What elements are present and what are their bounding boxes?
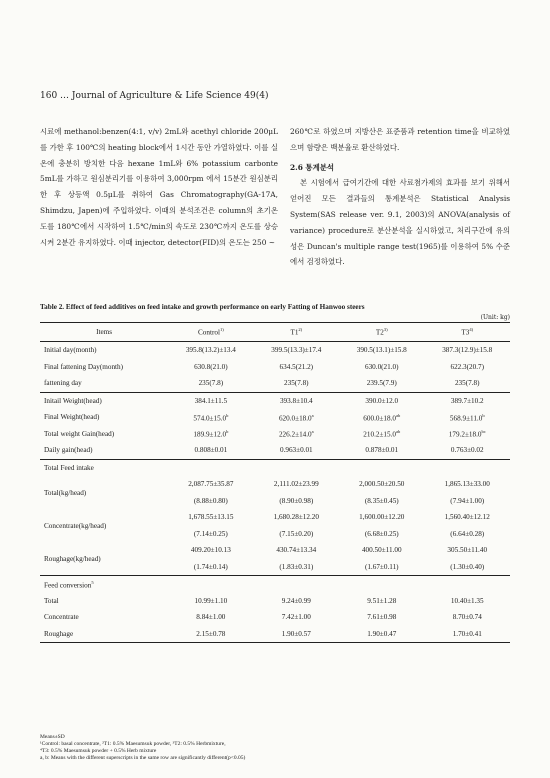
table-cell: 390.0±12.0 <box>339 392 424 409</box>
table-cell: (1.30±0.40) <box>450 562 485 571</box>
table-cell: (7.15±0.20) <box>279 529 314 538</box>
table-unit: (Unit: kg) <box>480 314 510 321</box>
table-cell: 0.763±0.02 <box>450 446 484 455</box>
table-header-cell: T2$^{3)}$ <box>339 323 424 342</box>
table-cell: 1,678.55±13.15 <box>188 513 234 522</box>
superscript: b <box>226 412 229 418</box>
table-cell: 1.70±0.41 <box>424 626 510 643</box>
table-cell: 395.8(13.2)±13.4 <box>185 346 236 355</box>
table-row <box>40 442 510 459</box>
row-label: Concentrate <box>44 613 79 622</box>
table-note: ⁴T3: 0.5% Maesumsuk powder + 0.5% Herb mixture <box>40 748 157 754</box>
table-cell <box>168 459 253 476</box>
table-cell: 620.0±18.0$^a$ <box>278 412 314 422</box>
table-cell: (6.68±0.25) <box>364 529 399 538</box>
table-header-cell: Items <box>40 323 168 342</box>
row-label: Final Weight(head) <box>44 413 100 422</box>
table-cell: 189.9±12.0$^b$ <box>193 429 229 439</box>
table-cell: 1.90±0.57 <box>254 626 339 643</box>
table-cell: 399.5(13.3)±17.4 <box>271 346 322 355</box>
body-paragraph: 본 시험에서 급여기간에 대한 사료첨가제의 효과를 보기 위해서 얻어진 모든 결과들의 통계분석은 Statistical Analysis System(SAS release ver. 9.1, 2003)의 ANOVA(analysis of variance) procedure로 분산분석을 실시하였고, 처리구간에 유의성은 Duncan's multiple range test(1965)를 이용하여 5% 수준에서 검정하였다. <box>290 178 510 267</box>
table-cell: (8.88±0.80) <box>193 496 228 505</box>
table-cell: 226.2±14.0$^a$ <box>278 429 314 439</box>
table-cell: 387.3(12.9)±15.8 <box>442 346 493 355</box>
body-paragraph: 260℃로 하였으며 지방산은 표준품과 retention time을 비교하였으며 함량은 백분율로 환산하였다. <box>290 127 510 152</box>
table-cell: 0.878±0.01 <box>365 446 399 455</box>
table-row <box>40 476 510 493</box>
table-cell: 568.9±11.0$^b$ <box>449 412 485 422</box>
table-cell <box>339 459 424 476</box>
table-cell: (1.67±0.11) <box>364 562 399 571</box>
superscript: ab <box>395 412 401 418</box>
table-cell: 8.84±1.00 <box>196 613 226 622</box>
table-cell: (7.14±0.25) <box>193 529 228 538</box>
table-cell: (8.35±0.45) <box>364 496 399 505</box>
table-cell: 305.50±11.40 <box>447 546 488 555</box>
table-cell: 10.99±1.10 <box>194 596 228 605</box>
table-cell: 634.5(21.2) <box>279 362 314 371</box>
table-cell: (8.90±0.98) <box>279 496 314 505</box>
row-label: Total Feed intake <box>40 459 168 476</box>
superscript: bc <box>481 429 486 435</box>
table-cell: 2,000.50±20.50 <box>359 480 405 489</box>
table-cell: 210.2±15.0$^{ab}$ <box>363 429 401 439</box>
table-row <box>40 593 510 610</box>
table-row <box>40 426 510 443</box>
table-header-cell: Control$^{1)}$ <box>168 323 253 342</box>
table-caption: Table 2. Effect of feed additives on feed intake and growth performance on early Fatting of Hanwoo steers <box>40 303 365 311</box>
table-row <box>40 342 510 359</box>
row-label: Final fattening Day(month) <box>44 362 124 371</box>
superscript: 4) <box>469 327 474 333</box>
table-cell: 1,560.40±12.12 <box>444 513 490 522</box>
body-paragraph: 시료에 methanol:benzen(4:1, v/v) 2mL와 acethyl chloride 200μL를 가한 후 100℃의 heating block에서 1시간 동안 가열하였다. 이를 실온에 충분히 방치한 다음 hexane 1mL와 6% potassium carbonte 5mL를 가하고 원심분리기를 이용하여 3,000rpm 에서 15분간 원심분리한 후 상등액 0.5μL를 취하여 Gas Chromatography(GA-17A, Shimdzu, Japen)에 주입하였다. 이때의 분석조건은 column의 초기온도를 180℃에서 시작하여 1.5℃/min의 속도로 230℃까지 온도를 상승시켜 2분간 유지하였다. 이때 injector, detector(FID)의 온도는 250 ~ <box>40 127 278 247</box>
table-cell: 179.2±18.0$^{bc}$ <box>448 429 486 439</box>
table-row <box>40 359 510 376</box>
table-note: a, b: Means with the different superscripts in the same row are significantly different(p<0.05) <box>40 755 246 761</box>
table-cell: 235(7.8) <box>454 379 480 388</box>
table-cell: 622.3(20.7) <box>450 362 485 371</box>
table-cell: 600.0±18.0$^{ab}$ <box>363 412 401 422</box>
table-cell: 2,087.75±35.87 <box>188 480 234 489</box>
superscript: b <box>226 429 229 435</box>
data-table <box>40 322 510 643</box>
table-row <box>40 459 510 476</box>
table-row <box>40 626 510 643</box>
table-cell <box>424 576 510 593</box>
running-header: 160 … Journal of Agriculture & Life Science 49(4) <box>40 91 269 101</box>
table-cell: 1,600.00±12.20 <box>359 513 405 522</box>
section-heading: 2.6 통계분석 <box>290 162 334 172</box>
superscript: 3) <box>383 327 388 333</box>
table-cell <box>254 576 339 593</box>
table-cell: 393.8±10.4 <box>254 392 339 409</box>
table-cell: 574.0±15.0$^b$ <box>193 412 229 422</box>
row-label: Total(kg/head) <box>44 488 87 497</box>
table-cell: 8.70±0.74 <box>452 613 482 622</box>
superscript: a <box>311 429 314 435</box>
row-label: Feed conversion$^5$ <box>40 576 168 593</box>
superscript: ab <box>395 429 401 435</box>
table-cell: 7.42±1.00 <box>281 613 311 622</box>
left-column <box>40 124 278 250</box>
row-label: fattening day <box>44 379 82 388</box>
row-label: Initial day(month) <box>44 346 97 355</box>
table-cell <box>339 576 424 593</box>
table-cell: 1,865.13±33.00 <box>444 480 490 489</box>
table-cell: (7.94±1.00) <box>450 496 485 505</box>
table-cell: 409.20±10.13 <box>190 546 231 555</box>
row-label: Daily gain(head) <box>44 446 93 455</box>
table-cell: 9.24±0.99 <box>281 596 311 605</box>
row-label: Total <box>44 596 59 605</box>
table-cell: 235(7.8) <box>198 379 224 388</box>
row-label: Roughage <box>40 626 168 643</box>
table-cell: 2,111.02±23.99 <box>273 480 319 489</box>
table-cell: (1.74±0.14) <box>193 562 228 571</box>
table-cell: 389.7±10.2 <box>424 392 510 409</box>
table-cell: 235(7.8) <box>284 379 309 388</box>
table-cell: (6.64±0.28) <box>450 529 485 538</box>
table-cell: 0.963±0.01 <box>279 446 313 455</box>
superscript: b <box>482 412 485 418</box>
row-label: Roughage(kg/head) <box>44 554 101 563</box>
row-label: Concentrate(kg/head) <box>44 521 107 530</box>
table-row <box>40 409 510 426</box>
right-column <box>290 124 510 270</box>
table-row <box>40 392 510 409</box>
row-label: Initail Weight(head) <box>40 392 168 409</box>
table-cell <box>424 459 510 476</box>
table-cell: 630.0(21.0) <box>364 362 399 371</box>
table-note: ¹Control: basal concentrate, ²T1: 0.5% Maesumsuk powder, ³T2: 0.5% Herbmixture, <box>40 741 226 747</box>
table-row <box>40 375 510 392</box>
table-cell: 7.61±0.98 <box>367 613 397 622</box>
table-cell: 400.50±11.00 <box>361 546 402 555</box>
table-row <box>40 609 510 626</box>
table-row <box>40 576 510 593</box>
table-cell <box>254 459 339 476</box>
table-notes <box>40 734 245 762</box>
table-cell: 390.5(13.1)±15.8 <box>356 346 407 355</box>
table-cell: 239.5(7.9) <box>366 379 397 388</box>
table-cell: 1.90±0.47 <box>339 626 424 643</box>
table-header-cell: T1$^{2)}$ <box>254 323 339 342</box>
table-row <box>40 542 510 559</box>
table-note: Means±SD <box>40 734 65 740</box>
superscript: 2) <box>298 327 303 333</box>
row-label: Total weight Gain(head) <box>44 429 115 438</box>
table-cell: 630.8(21.0) <box>194 362 228 371</box>
superscript: 5 <box>91 579 94 585</box>
table-cell: 9.51±1.28 <box>367 596 397 605</box>
table-row <box>40 509 510 526</box>
table-cell: 384.1±11.5 <box>168 392 253 409</box>
table-cell: (1.83±0.31) <box>279 562 314 571</box>
table-cell: 0.808±0.01 <box>194 446 228 455</box>
superscript: 1) <box>219 327 224 333</box>
table-header-row <box>40 323 510 342</box>
table-cell: 1,680.28±12.20 <box>273 513 319 522</box>
table-cell: 2.15±0.78 <box>168 626 253 643</box>
superscript: a <box>311 412 314 418</box>
table-cell: 10.40±1.35 <box>450 596 484 605</box>
table-cell <box>168 576 253 593</box>
table-header-cell: T3$^{4)}$ <box>424 323 510 342</box>
table-cell: 430.74±13.34 <box>276 546 317 555</box>
